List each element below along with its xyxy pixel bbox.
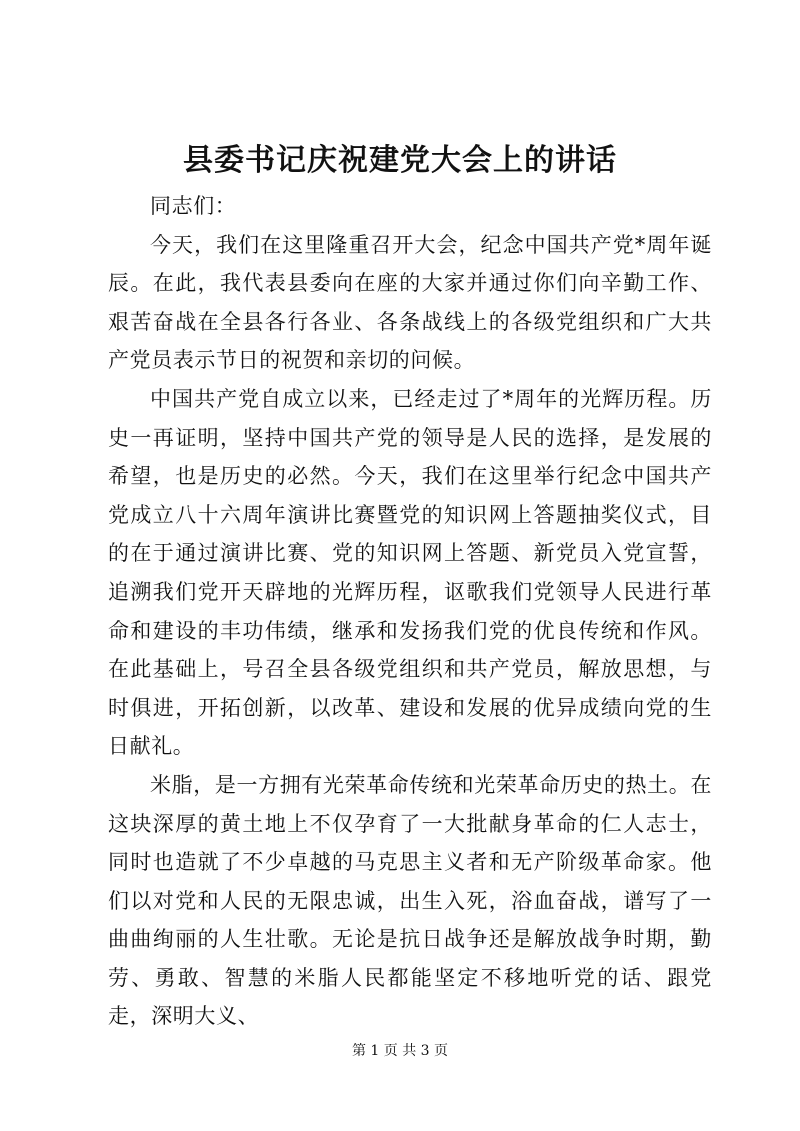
document-body <box>108 187 712 1036</box>
salutation: 同志们： <box>150 194 237 218</box>
page-footer: 第 1 页 共 3 页 <box>351 1043 449 1059</box>
document-title: 县委书记庆祝建党大会上的讲话 <box>183 143 617 178</box>
paragraph-1: 今天，我们在这里隆重召开大会，纪念中国共产党*周年诞辰。在此，我代表县委向在座的大家并通过你们向辛勤工作、艰苦奋战在全县各行各业、各条战线上的各级党组织和广大共产党员表示节日的祝贺和亲切的问候。 <box>108 232 712 373</box>
paragraph-2: 中国共产党自成立以来，已经走过了*周年的光辉历程。历史一再证明，坚持中国共产党的领导是人民的选择，是发展的希望，也是历史的必然。今天，我们在这里举行纪念中国共产党成立八十六周年演讲比赛暨党的知识网上答题抽奖仪式，目的在于通过演讲比赛、党的知识网上答题、新党员入党宣誓，追溯我们党开天辟地的光辉历程，讴歌我们党领导人民进行革命和建设的丰功伟绩，继承和发扬我们党的优良传统和作风。在此基础上，号召全县各级党组织和共产党员，解放思想，与时俱进，开拓创新，以改革、建设和发展的优异成绩向党的生日献礼。 <box>108 386 712 759</box>
paragraph-3: 米脂，是一方拥有光荣革命传统和光荣革命历史的热土。在这块深厚的黄土地上不仅孕育了一大批献身革命的仁人志士，同时也造就了不少卓越的马克思主义者和无产阶级革命家。他们以对党和人民的无限忠诚，出生入死，浴血奋战，谱写了一曲曲绚丽的人生壮歌。无论是抗日战争还是解放战争时期，勤劳、勇敢、智慧的米脂人民都能坚定不移地听党的话、跟党走，深明大义、 <box>108 772 712 1029</box>
